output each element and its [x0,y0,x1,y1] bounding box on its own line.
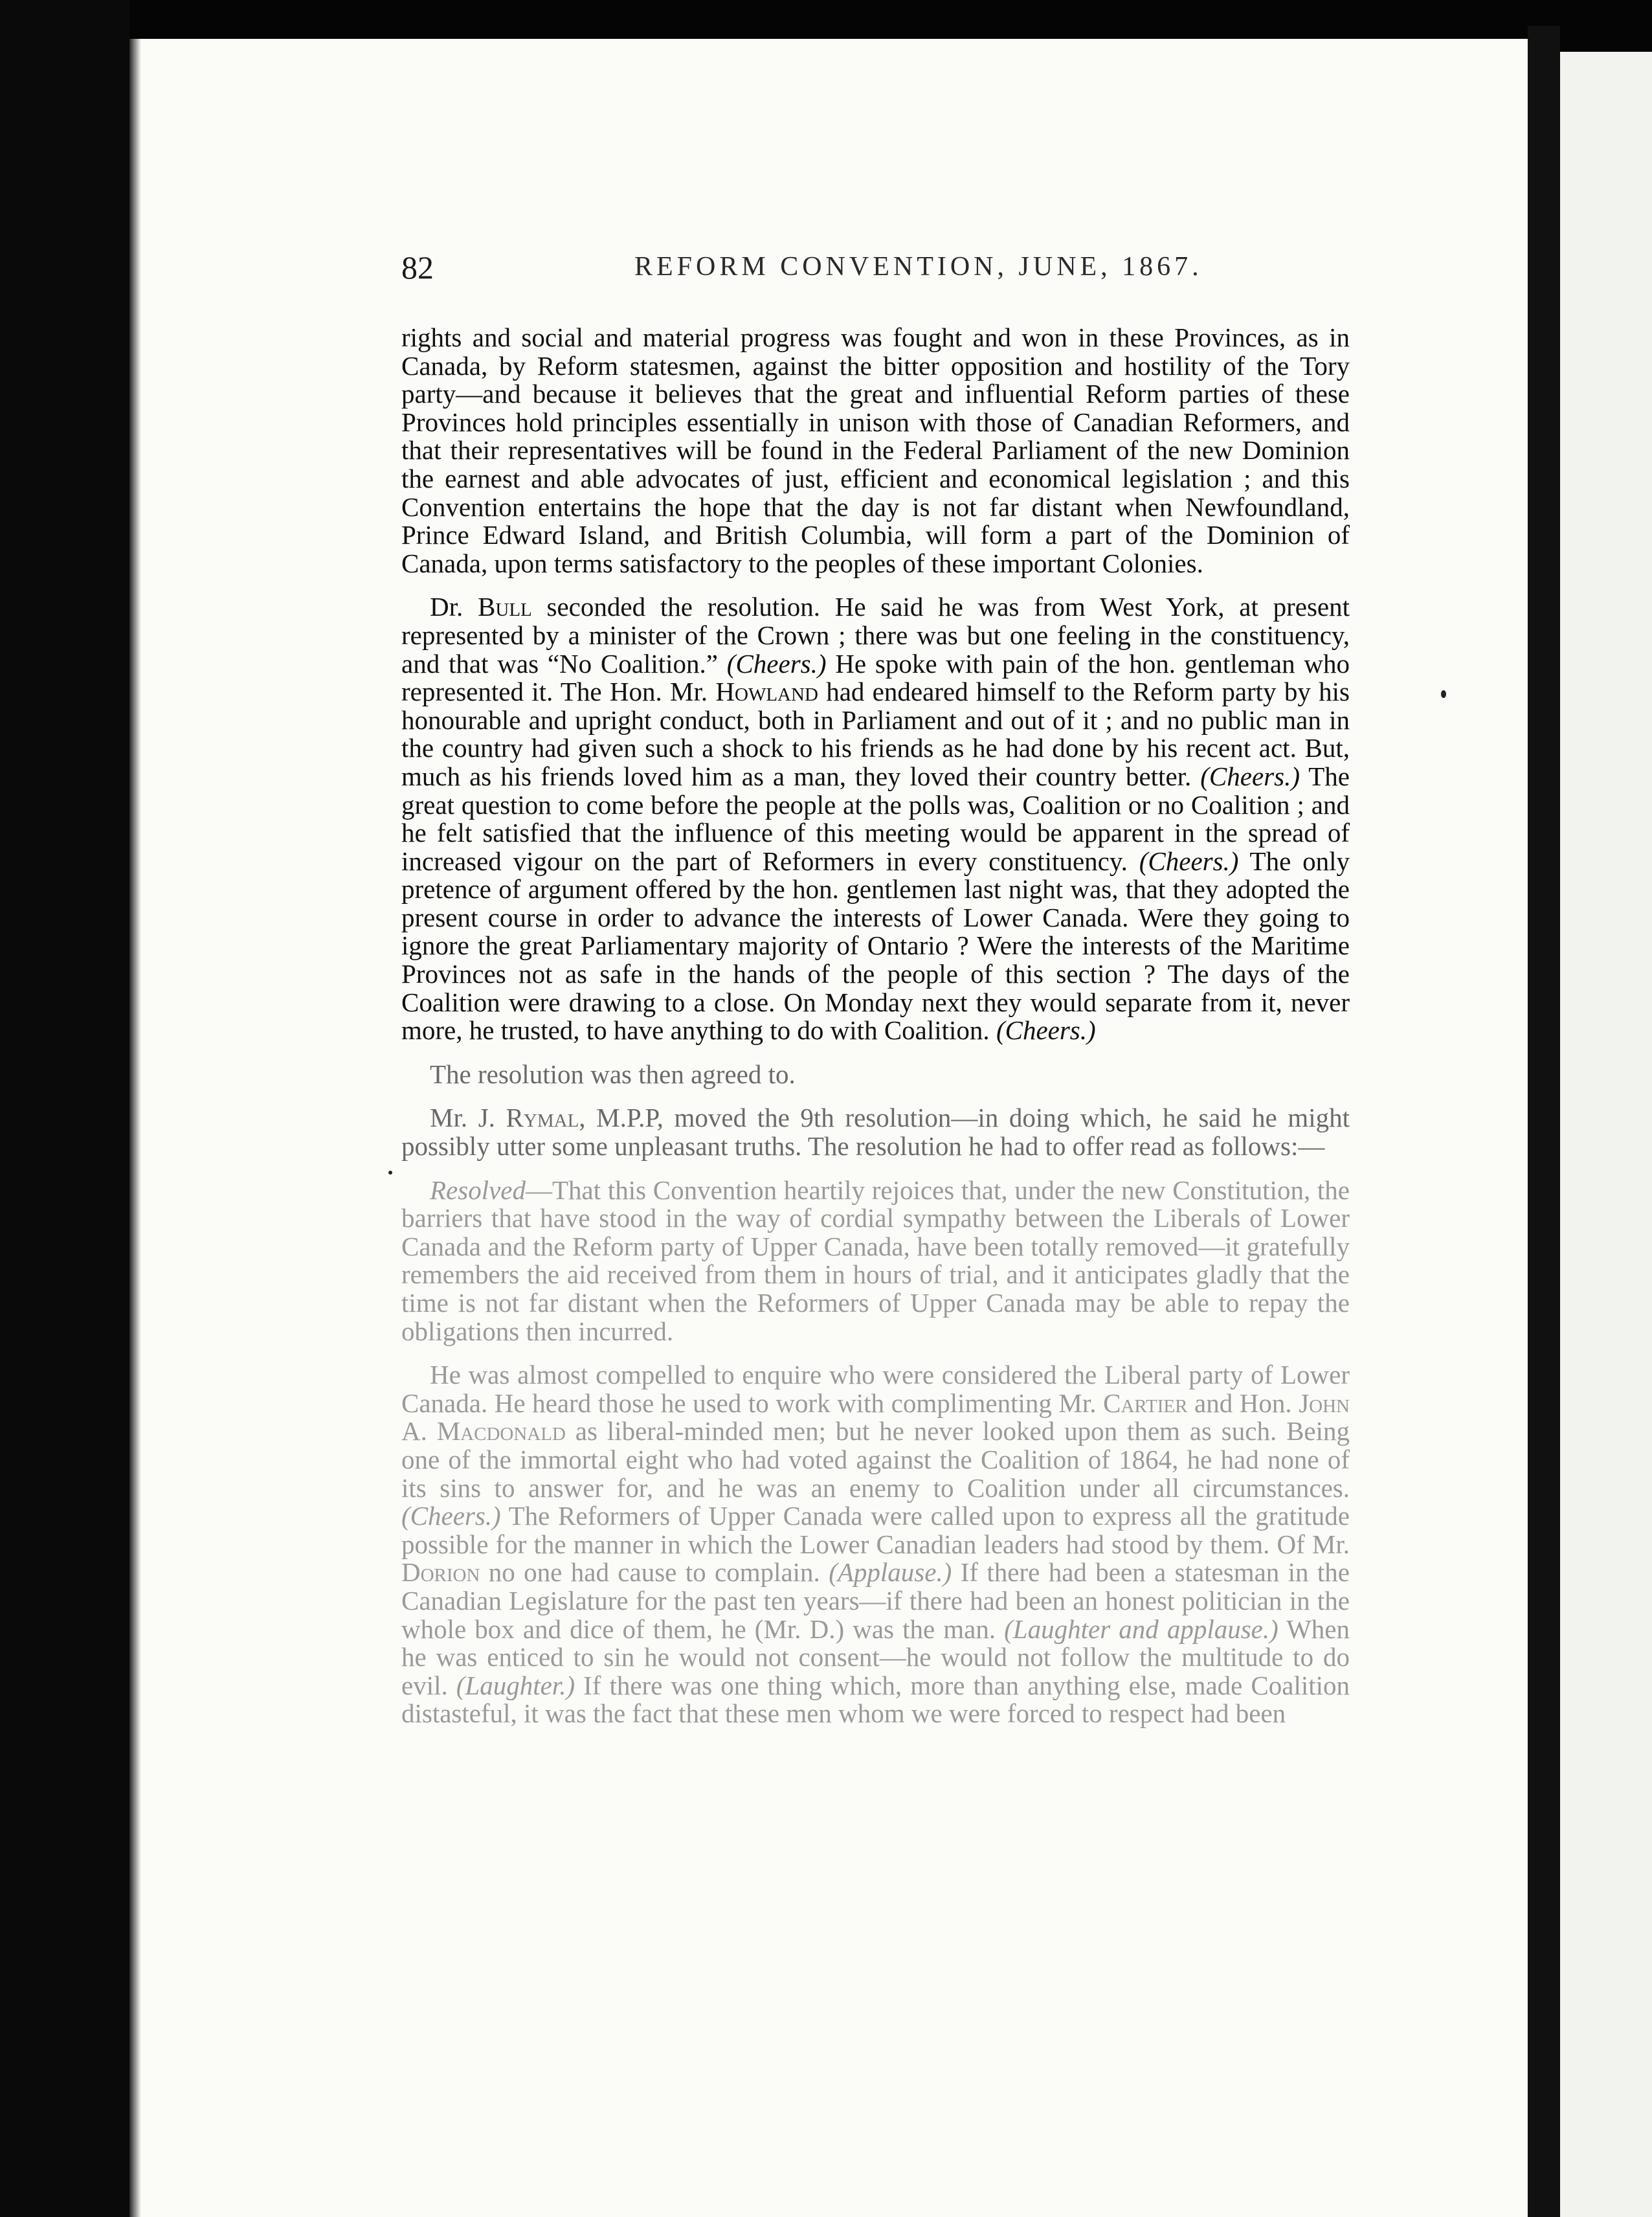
person-name: Dorion [401,1557,480,1588]
paragraph-rymal [401,1104,1350,1160]
text-run: , M.P.P, moved the 9th resolution—in doing which, he said he might possibly utter some unpleasant truths. The resolution he had to offer read as follows:— [401,1103,1350,1162]
cheers-note: (Cheers.) [996,1015,1096,1046]
text-run: When he was enticed to sin he would not consent—he would not follow the multitude to do evil. [401,1614,1350,1700]
text-run: He was almost compelled to enquire who were considered the Liberal party of Lower Canada. He heard those he used to work with complimenting Mr. [401,1360,1350,1418]
page-gutter-shadow [129,39,141,2217]
text-run: and Hon. [1187,1388,1299,1418]
scan-speck [1441,690,1446,698]
resolution-block [401,1176,1350,1346]
text-run: seconded the resolution. He said he was from West York, at present represented by a minister of the Crown ; there was but one feeling in the constituency, and that was “No Coalition.” [401,592,1350,679]
person-name: Howland [715,677,818,707]
text-run: He spoke with pain of the hon. gentleman who represented it. The Hon. Mr. [401,648,1350,707]
text-run: Dr. [430,592,478,622]
text-run: no one had cause to complain. [480,1557,829,1588]
person-name: John A. Macdonald [401,1388,1350,1446]
speaker-name: Rymal [506,1103,579,1133]
applause-note: (Applause.) [829,1557,952,1588]
text-run: The Reformers of Upper Canada were called upon to express all the gratitude possible for the manner in which the Lower Canadian leaders had stood by them. Of Mr. [401,1501,1350,1559]
cheers-note: (Cheers.) [401,1501,501,1531]
text-run: as liberal-minded men; but he never looked upon them as such. Being one of the immortal eight who had voted against the Coalition of 1864, he had none of its sins to answer for, and he was an enemy to Coalition under all circumstances. [401,1416,1350,1503]
scan-right-border [1528,26,1560,2217]
text-column [401,324,1350,1728]
scan-left-border [0,0,129,2217]
page-number: 82 [401,249,434,286]
paragraph-liberal-party [401,1361,1350,1728]
running-title: REFORM CONVENTION, JUNE, 1867. [634,252,1203,282]
text-run: —That this Convention heartily rejoices that, under the new Constitution, the barriers that have stood in the way of cordial sympathy between the Liberals of Lower Canada and the Reform party of Upper Canada, have been totally removed—it gratefully remembers the aid received from them in hours of trial, and it anticipates gladly that the time is not far distant when the Reformers of Upper Canada may be able to repay the obligations then incurred. [401,1175,1350,1346]
cheers-note: (Cheers.) [1200,761,1300,791]
cheers-note: (Cheers.) [1139,846,1239,876]
text-run: The great question to come before the people at the polls was, Coalition or no Coalition ; and he felt satisfied that the influence of this meeting would be apparent in the spread of increased vigour on the part of Reformers in every constituency. [401,761,1350,876]
laughter-note: (Laughter.) [456,1670,575,1700]
text-run: Mr. J. [430,1103,506,1133]
text-run: The only pretence of argument offered by the hon. gentlemen last night was, that they adopted the present course in order to advance the interests of Lower Canada. Were they going to ignore the great Parliamentary majority of Ontario ? Were the interests of the Maritime Provinces not as safe in the hands of the people of this section ? The days of the Coalition were drawing to a close. On Monday next they would separate from it, never more, he trusted, to have anything to do with Coalition. [401,846,1350,1046]
resolved-label: Resolved [430,1175,526,1205]
speaker-name: Bull [478,592,532,622]
laughter-note: (Laughter and applause.) [1004,1614,1278,1644]
text-run: If there was one thing which, more than anything else, made Coalition distasteful, it was the fact that these men whom we were forced to respect had been [401,1670,1350,1729]
facing-page-edge [1560,52,1652,2217]
text-run: had endeared himself to the Reform party by his honourable and upright conduct, both in Parliament and out of it ; and no public man in the country had given such a shock to his friends as he had done by his recent act. But, much as his friends loved him as a man, they loved their country better. [401,677,1350,791]
cheers-note: (Cheers.) [726,648,827,679]
text-run: If there had been a statesman in the Canadian Legislature for the past ten years—if there had been an honest politician in the whole box and dice of them, he (Mr. D.) was the man. [401,1557,1350,1644]
paragraph-dr-bull [401,593,1350,1045]
paragraph-agreed: The resolution was then agreed to. [430,1059,796,1089]
person-name: Cartier [1103,1388,1188,1418]
paragraph-resolution-continued: rights and social and material progress was fought and won in these Provinces, as in Canada, by Reform statesmen, against the bitter opposition and hostility of the Tory party—and because it believes that the great and influential Reform parties of these Provinces hold principles essentially in unison with those of Canadian Reformers, and that their representatives will be found in the Federal Parliament of the new Dominion the earnest and able advocates of just, efficient and economical legislation ; and this Convention entertains the hope that the day is not far distant when Newfoundland, Prince Edward Island, and British Columbia, will form a part of the Dominion of Canada, upon terms satisfactory to the peoples of these important Colonies. [401,322,1350,578]
running-head [401,249,1437,294]
scan-speck [388,1171,392,1175]
